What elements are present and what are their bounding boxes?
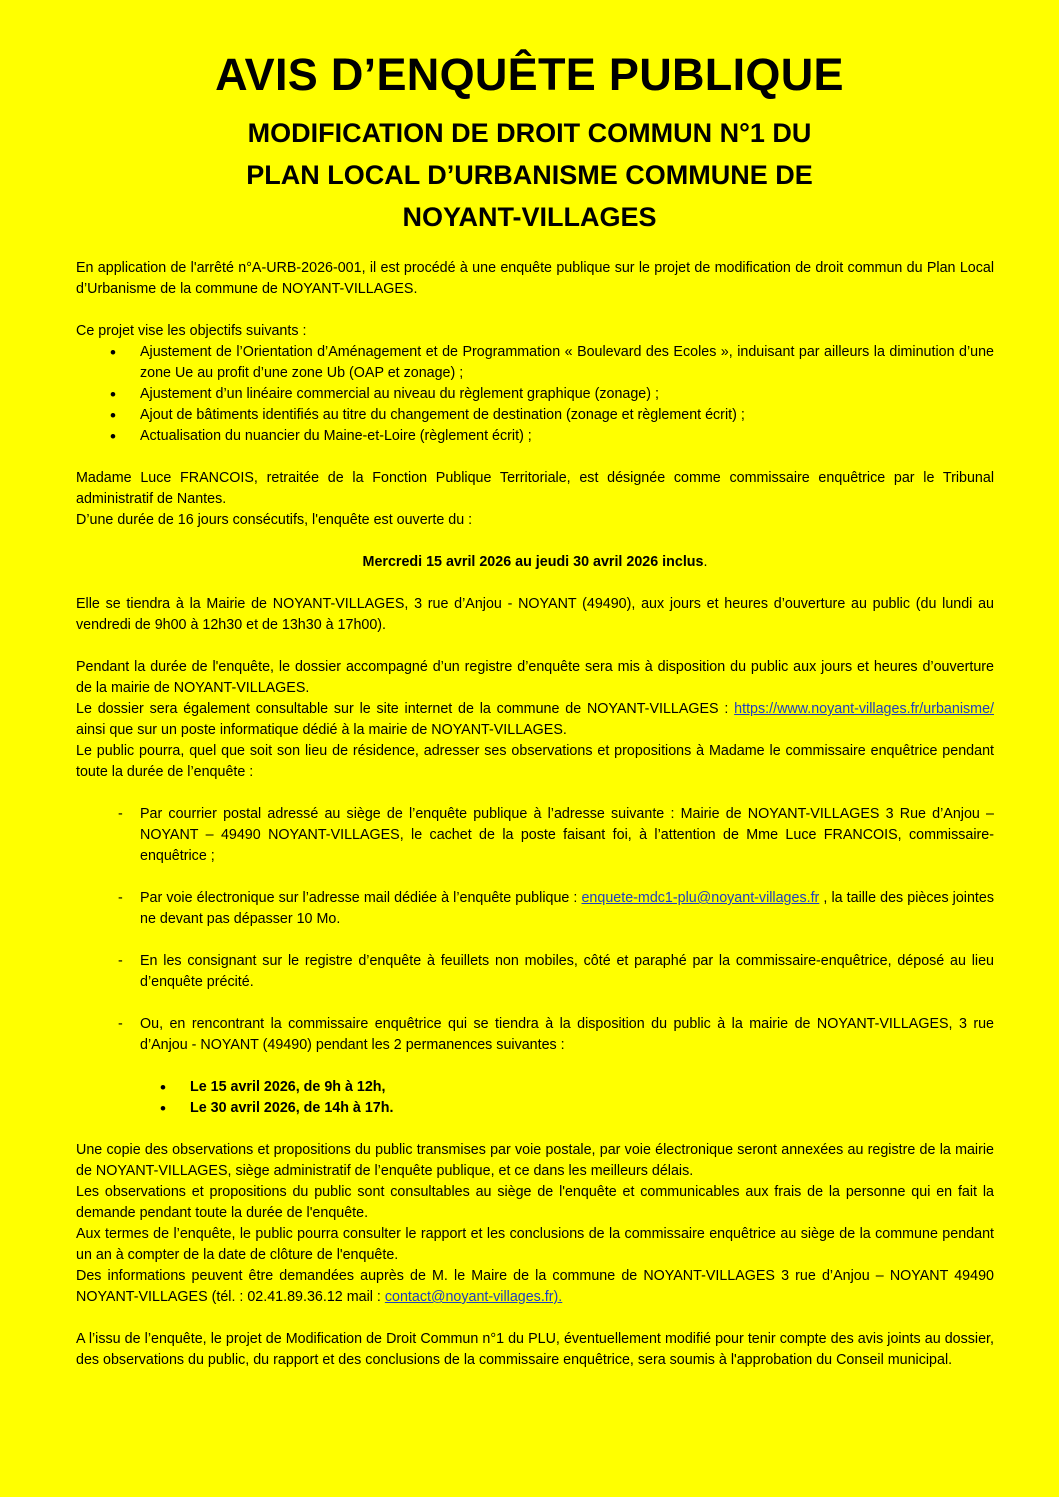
- method-email-suffix: , la taille des pièces jointes ne devant pas dépasser 10 Mo.: [140, 890, 994, 927]
- final-paragraph: A l’issu de l’enquête, le projet de Modification de Droit Commun n°1 du PLU, éventuellement modifié pour tenir compte des avis joints au dossier, des observations du public, du rapport et des conclusions de la commissaire enquêtrice, sera soumis à l'approbation du Conseil municipal.: [76, 1331, 994, 1368]
- subtitle-line-1: MODIFICATION DE DROIT COMMUN N°1 DU: [247, 118, 812, 148]
- notice-title: AVIS D’ENQUÊTE PUBLIQUE: [215, 49, 844, 100]
- method-email-prefix: Par voie électronique sur l’adresse mail dédiée à l’enquête publique :: [140, 890, 582, 906]
- notice-subtitle: [0, 112, 1059, 238]
- dossier-paragraph-2: [76, 699, 994, 741]
- commissioner-paragraph: Madame Luce FRANCOIS, retraitée de la Fonction Publique Territoriale, est désignée comme commissaire enquêtrice par le Tribunal administratif de Nantes.: [76, 470, 994, 507]
- notice-body: [76, 258, 994, 1371]
- dossier-text-suffix: ainsi que sur un poste informatique dédié à la mairie de NOYANT-VILLAGES.: [76, 722, 567, 738]
- subtitle-line-2: PLAN LOCAL D’URBANISME COMMUNE DE: [246, 160, 813, 190]
- public-observations-paragraph: Le public pourra, quel que soit son lieu de résidence, adresser ses observations et propositions à Madame le commissaire enquêtrice pendant toute la durée de l’enquête :: [76, 743, 994, 780]
- dossier-paragraph-1: Pendant la durée de l'enquête, le dossier accompagné d’un registre d’enquête sera mis à disposition du public aux jours et heures d’ouverture de la mairie de NOYANT-VILLAGES.: [76, 659, 994, 696]
- method-register: - En les consignant sur le registre d’enquête à feuillets non mobiles, côté et paraphé par la commissaire-enquêtrice, déposé au lieu d’enquête précité.: [76, 951, 994, 993]
- closing-paragraph-1: Une copie des observations et propositions du public transmises par voie postale, par voie électronique seront annexées au registre de la mairie de NOYANT-VILLAGES, siège administratif de l’enquête publique, et ce dans les meilleurs délais.: [76, 1142, 994, 1179]
- permanence-item: • Le 30 avril 2026, de 14h à 17h.: [76, 1098, 994, 1119]
- objective-item: • Ajout de bâtiments identifiés au titre du changement de destination (zonage et règlement écrit) ;: [76, 405, 994, 426]
- method-meeting: - Ou, en rencontrant la commissaire enquêtrice qui se tiendra à la disposition du public à la mairie de NOYANT-VILLAGES, 3 rue d’Anjou - NOYANT (49490) pendant les 2 permanences suivantes :: [76, 1014, 994, 1056]
- email-link[interactable]: enquete-mdc1-plu@noyant-villages.fr: [581, 890, 820, 906]
- location-paragraph: Elle se tiendra à la Mairie de NOYANT-VILLAGES, 3 rue d’Anjou - NOYANT (49490), aux jours et heures d’ouverture au public (du lundi au vendredi de 9h00 à 12h30 et de 13h30 à 17h00).: [76, 596, 994, 633]
- dossier-text-prefix: Le dossier sera également consultable sur le site internet de la commune de NOYANT-VILLAGES :: [76, 701, 735, 717]
- permanences-list: [76, 1077, 994, 1119]
- contact-email-link[interactable]: contact@noyant-villages.fr).: [384, 1289, 563, 1305]
- method-email: [76, 888, 994, 930]
- objective-item: • Actualisation du nuancier du Maine-et-Loire (règlement écrit) ;: [76, 426, 994, 447]
- contact-text: Des informations peuvent être demandées auprès de M. le Maire de la commune de NOYANT-VILLAGES 3 rue d’Anjou – NOYANT 49490 NOYANT-VILLAGES (tél. : 02.41.89.36.12 mail :: [76, 1268, 994, 1305]
- closing-paragraph-2: Les observations et propositions du public sont consultables au siège de l'enquête et communicables aux frais de la personne qui en fait la demande pendant toute la durée de l'enquête.: [76, 1184, 994, 1221]
- submission-methods-list-3: [76, 951, 994, 993]
- objective-item: • Ajustement d’un linéaire commercial au niveau du règlement graphique (zonage) ;: [76, 384, 994, 405]
- submission-methods-list-2: [76, 888, 994, 930]
- enquiry-dates-suffix: .: [703, 554, 708, 570]
- enquiry-dates-text: Mercredi 15 avril 2026 au jeudi 30 avril 2026 inclus: [362, 554, 704, 570]
- enquiry-dates: [76, 552, 994, 573]
- closing-paragraph-3: Aux termes de l’enquête, le public pourra consulter le rapport et les conclusions de la commissaire enquêtrice au siège de la commune pendant un an à compter de la date de clôture de l'enquête.: [76, 1226, 994, 1263]
- submission-methods-list-4: [76, 1014, 994, 1056]
- intro-paragraph: En application de l'arrêté n°A-URB-2026-001, il est procédé à une enquête publique sur le projet de modification de droit commun du Plan Local d’Urbanisme de la commune de NOYANT-VILLAGES.: [76, 260, 994, 297]
- submission-methods-list: [76, 804, 994, 867]
- subtitle-line-3: NOYANT-VILLAGES: [402, 202, 657, 232]
- method-postal: - Par courrier postal adressé au siège de l’enquête publique à l’adresse suivante : Mairie de NOYANT-VILLAGES 3 Rue d’Anjou – NOYANT – 49490 NOYANT-VILLAGES, le cachet de la poste faisant foi, à l’attention de Mme Luce FRANCOIS, commissaire-enquêtrice ;: [76, 804, 994, 867]
- permanence-item: • Le 15 avril 2026, de 9h à 12h,: [76, 1077, 994, 1098]
- objectives-list: [76, 342, 994, 447]
- objective-item: • Ajustement de l’Orientation d’Aménagement et de Programmation « Boulevard des Ecoles », induisant par ailleurs la diminution d’une zone Ue au profit d’une zone Ub (OAP et zonage) ;: [76, 342, 994, 384]
- website-link[interactable]: https://www.noyant-villages.fr/urbanisme/: [734, 701, 994, 717]
- objectives-heading: Ce projet vise les objectifs suivants :: [76, 323, 307, 339]
- contact-paragraph: [76, 1266, 994, 1308]
- duration-paragraph: D’une durée de 16 jours consécutifs, l'enquête est ouverte du :: [76, 512, 473, 528]
